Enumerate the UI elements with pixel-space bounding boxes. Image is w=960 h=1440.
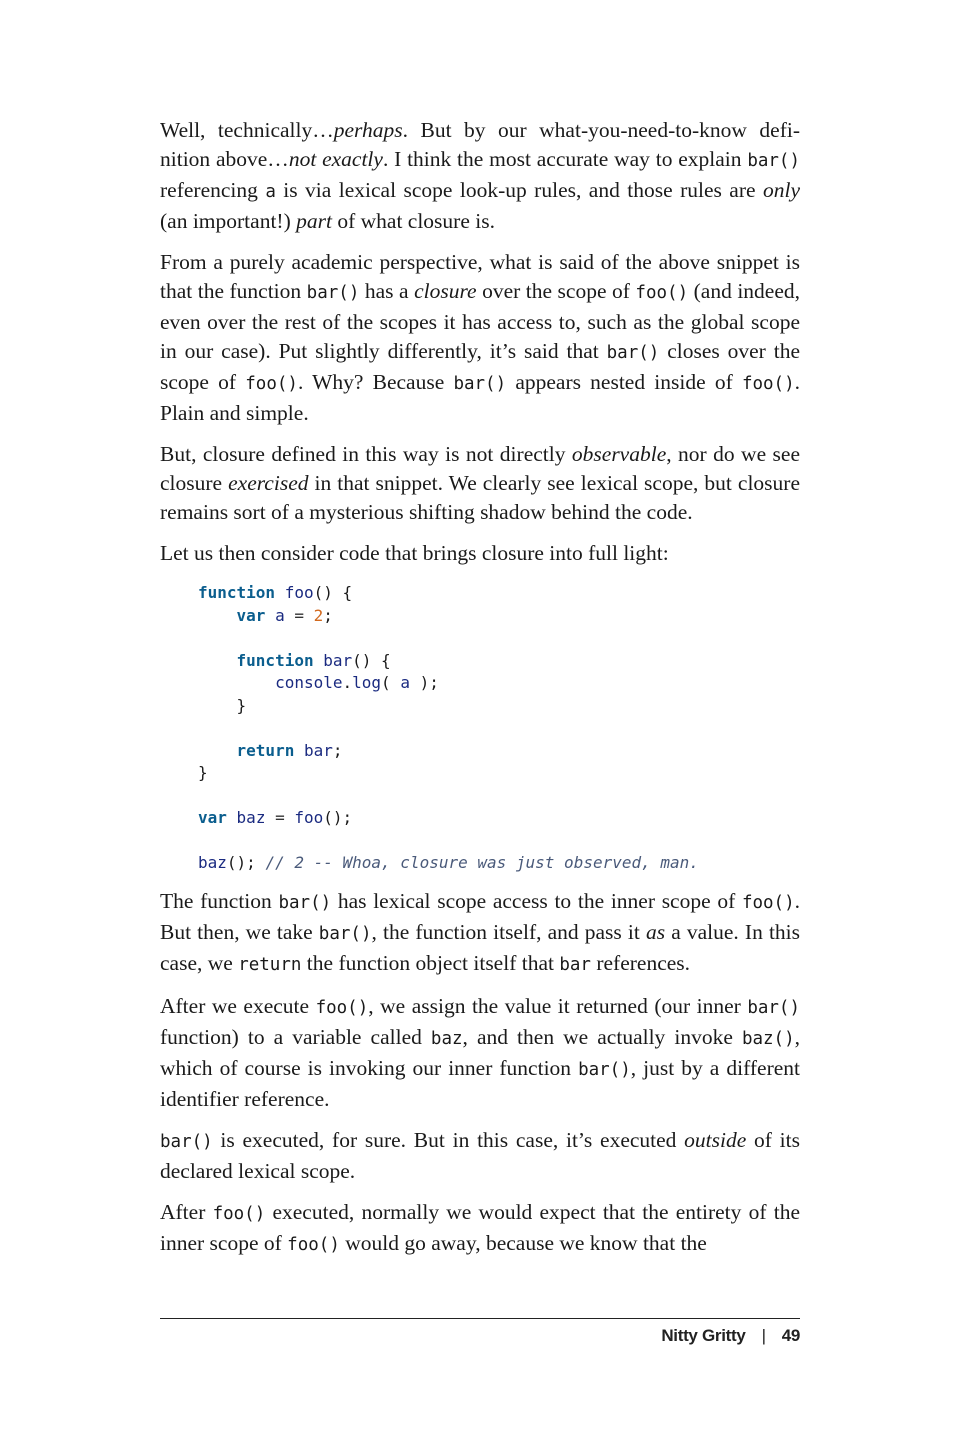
paragraph-7 — [160, 1126, 800, 1186]
text: After we execute — [160, 993, 316, 1018]
emphasis: outside — [684, 1127, 747, 1152]
text: a value. In this case, we — [160, 919, 801, 975]
text: . But then, we take — [160, 888, 801, 944]
footer-separator: | — [761, 1326, 766, 1345]
keyword: function — [198, 583, 276, 602]
identifier: console — [275, 673, 343, 692]
text: After — [160, 1199, 213, 1224]
punctuation: ; — [332, 740, 343, 760]
identifier: bar — [303, 740, 333, 760]
text: is executed, for sure. But in this case, it’s executed — [212, 1127, 685, 1152]
emphasis: as — [645, 919, 666, 944]
text: referencing — [160, 178, 266, 202]
inline-code: return — [238, 954, 302, 975]
inline-code: foo() — [741, 374, 795, 394]
text: in that snippet. We clearly see lexical scope, but closure remains sort of a mysterious shifting shadow behind the code. — [160, 471, 800, 524]
operator: = — [265, 808, 295, 827]
inline-code: baz() — [741, 1028, 795, 1049]
punctuation: ; — [323, 605, 333, 625]
inline-code: bar — [559, 954, 591, 975]
inline-code: baz — [430, 1028, 463, 1049]
function-name: foo — [294, 808, 324, 827]
text: But, closure defined in this way is not directly — [160, 442, 572, 466]
punctuation: . — [342, 673, 353, 692]
emphasis: exercised — [228, 471, 309, 495]
inline-code: bar() — [318, 923, 372, 944]
text: (an important!) — [160, 209, 297, 233]
inline-code: foo() — [315, 997, 369, 1018]
inline-code: foo() — [635, 283, 689, 303]
text: is via lexical scope look-up rules, and those rules are — [275, 178, 763, 202]
code-comment: // 2 -- Whoa, closure was just observed, man. — [265, 853, 699, 872]
inline-code: foo() — [212, 1203, 266, 1224]
paragraph-8 — [160, 1198, 800, 1260]
text: , we assign the value it returned (our inner — [368, 993, 748, 1018]
footer-section-title: Nitty Gritty — [661, 1326, 746, 1345]
number-literal: 2 — [313, 605, 324, 625]
text: . I think the most accurate way to explain — [382, 147, 748, 171]
identifier: baz — [236, 808, 266, 827]
punctuation: } — [236, 695, 247, 715]
inline-code: bar() — [747, 997, 801, 1018]
text: , nor do we see closure — [160, 442, 801, 495]
text: closes over the scope of — [160, 339, 800, 394]
paragraph-1 — [160, 116, 800, 236]
page-body — [160, 116, 800, 1260]
text: . Why? Because — [297, 370, 454, 394]
punctuation: () { — [352, 650, 391, 670]
inline-code: bar() — [578, 1059, 631, 1080]
text: appears nested inside of — [506, 370, 742, 394]
paragraph-6 — [160, 992, 800, 1114]
text: From a purely academic perspective, what is said of the above snippet is that the function — [160, 250, 800, 303]
inline-code: a — [265, 182, 276, 202]
text: . But by our what-you-need-to-know definition above… — [160, 118, 800, 171]
text: references. — [590, 950, 691, 975]
text: , just by a different identifier reference. — [160, 1055, 800, 1111]
paragraph-2 — [160, 248, 800, 428]
function-name: log — [352, 673, 382, 692]
emphasis: only — [762, 178, 801, 202]
text: the function object itself that — [301, 950, 560, 975]
code-block — [198, 582, 800, 875]
identifier: a — [275, 605, 285, 625]
inline-code: foo() — [741, 892, 795, 913]
text: , which of course is invoking our inner function — [160, 1024, 800, 1080]
footer-divider — [160, 1318, 800, 1319]
inline-code: foo() — [245, 374, 298, 394]
inline-code: bar() — [606, 343, 660, 363]
inline-code: bar() — [160, 1131, 213, 1152]
paragraph-5 — [160, 887, 800, 980]
punctuation: (); — [323, 808, 353, 827]
emphasis: perhaps — [333, 118, 403, 142]
text: would go away, because we know that the — [339, 1230, 707, 1255]
text: . Plain and simple. — [160, 370, 800, 425]
keyword: return — [236, 740, 295, 760]
keyword: var — [198, 808, 227, 827]
text: over the scope of — [476, 279, 636, 303]
punctuation: (); — [226, 853, 266, 872]
emphasis: part — [296, 209, 332, 233]
operator: = — [284, 605, 314, 625]
function-name: baz — [198, 853, 227, 872]
punctuation: ); — [409, 673, 439, 692]
inline-code: bar() — [747, 151, 801, 171]
inline-code: bar() — [453, 374, 507, 394]
text: has a — [359, 279, 415, 303]
emphasis: closure — [414, 279, 477, 303]
keyword: var — [236, 605, 266, 625]
identifier: a — [400, 673, 410, 692]
emphasis: not exactly — [288, 147, 383, 171]
text: executed, normally we would expect that the entirety of the inner scope of — [160, 1199, 800, 1255]
keyword: function — [236, 650, 314, 670]
emphasis: observable — [571, 442, 667, 466]
punctuation: () { — [313, 583, 353, 602]
text: of what closure is. — [331, 209, 495, 233]
text: (and indeed, even over the rest of the scopes it has access to, such as the global scope in our case). Put slightly differently, it’s said that — [160, 279, 801, 363]
function-name: foo — [284, 583, 314, 602]
text: The function — [160, 888, 279, 913]
text: of its declared lexical scope. — [160, 1127, 800, 1183]
paragraph-3 — [160, 440, 800, 527]
punctuation: ( — [381, 673, 401, 692]
paragraph-4 — [160, 539, 800, 568]
text: has lexical scope access to the inner scope of — [331, 888, 742, 913]
page-number: 49 — [781, 1326, 800, 1345]
inline-code: bar() — [278, 892, 332, 913]
inline-code: bar() — [306, 283, 360, 303]
text: function) to a variable called — [160, 1024, 431, 1049]
text: Let us then consider code that brings closure into full light: — [160, 541, 669, 565]
inline-code: foo() — [287, 1234, 340, 1255]
punctuation: } — [198, 763, 208, 782]
text: Well, technically… — [160, 118, 334, 142]
text: , and then we actually invoke — [462, 1024, 742, 1049]
function-name: bar — [323, 650, 353, 670]
page-footer — [160, 1326, 800, 1346]
text: , the function itself, and pass it — [371, 919, 646, 944]
